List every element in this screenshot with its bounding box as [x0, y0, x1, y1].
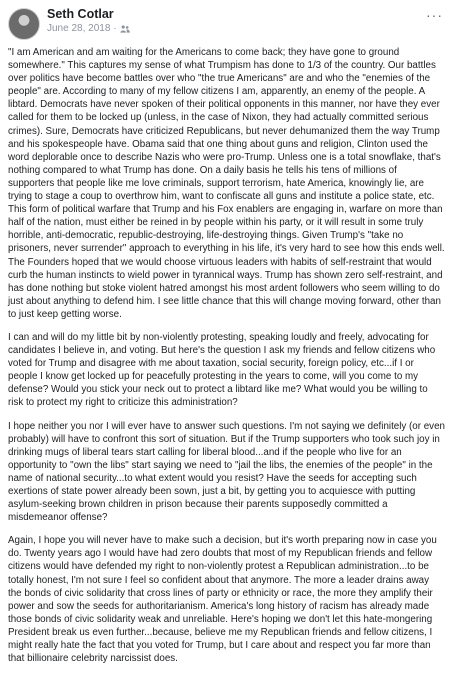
post-subline [47, 22, 445, 35]
post-paragraph-3: I hope neither you nor I will ever have to answer such questions. I'm not saying we definitely (or even probably) will have to confront this sort of situation. But if the Trump supporters who took such joy in drinking mugs of liberal tears start calling for liberal blood...and if the people who live for an opportunity to "own the libs" start saying we need to "jail the libs, the enemies of the people" in the name of national security...to what extent would you resist? Have the seeds for accepting such exertions of state power already been sown, just a bit, by getting you to acquiesce with putting asylum-seeking brown children in prison because their parents supposedly committed a misdemeanor offense? [8, 420, 445, 524]
author-name[interactable]: Seth Cotlar [47, 7, 114, 21]
post-header [8, 6, 445, 40]
post-meta [47, 6, 445, 35]
post-paragraph-4: Again, I hope you will never have to make such a decision, but it's worth preparing now in case you do. Twenty years ago I would have had zero doubts that most of my Republican friends and fellow citizens would have defended my right to non-violently protest a Republican administration...to be totally honest, I'm not sure I feel so confident about that anymore. The more a leader drains away the bonds of civic solidarity that cross lines of party or ethnicity or race, the more they amplify their power and sow the seeds for authoritarianism. America's long history of racism has already made those bonds of civic solidarity weak and unreliable. Here's hoping we don't let this hate-mongering President break us even further...because, believe me my Republican friends and fellow citizens, I might really hate the fact that you voted for Trump, but I care about and respect you far more than that billionaire celebrity narcissist does. [8, 535, 437, 665]
post-body [8, 46, 445, 665]
separator-dot: · [113, 23, 117, 34]
more-options-icon[interactable]: ··· [426, 7, 443, 23]
avatar[interactable] [8, 8, 40, 40]
post-date[interactable]: June 28, 2018 [47, 23, 111, 34]
post-paragraph-2: I can and will do my little bit by non-violently protesting, speaking loudly and freely, advocating for candidates I believe in, and voting. But here's the question I ask my friends and fellow citizens who voted for Trump and disagree with me about taxation, social security, foreign policy, etc...if I or people I know get locked up for peacefully protesting in the years to come, will you come to my defense? Would you stick your neck out to protect a libtard like me? What would you be willing to risk to protect my right to criticize this administration? [8, 331, 436, 409]
post-paragraph-1: "I am American and am waiting for the Americans to come back; they have gone to ground somewhere." This captures my sense of what Trumpism has done to 1/3 of the country. Our battles over politics have become battles over who "the true Americans" are and who the "enemies of the people" are. According to many of my fellow citizens I am, apparently, an enemy of the people. A libtard. Democrats have never spoken of their political opponents in this manner, nor have they ever called for them to be locked up (unless, in the case of Nixon, they had actually committed serious crimes). Sure, Democrats have criticized Republicans, but never dehumanized them the way Trump and his spokespeople have. Obama said that one thing about guns and religion, Clinton used the word deplorable once to describe Nazis who were pro-Trump. Unless one is a total snowflake, that's nothing compared to what Trump has done. On a daily basis he tells his tens of millions of supporters that people like me love criminals, support terrorism, hate America, knowingly lie, are trying to stage a coup to overthrow him, want to confiscate all guns and institute a police state, etc. This form of political warfare that Trump and his Fox enablers are engaging in, warfare on more than half of the nation, must either be reined in by people within his party, or it will result in some truly horrible, anti-democratic, republic-destroying, life-destroying things. Given Trump's "take no prisoners, never surrender" approach to everything in his life, it's very hard to see how this ends well. The Founders hoped that we would choose virtuous leaders with habits of self-restraint that would curb the human instincts to wield power in tyrannical ways. Trump has shown zero self-restraint, and has done nothing but stoke violent hatred amongst his most ardent followers who seem willing to do just about anything to defend him. I see little chance that this will change moving forward, other than to just keep getting worse. [8, 47, 445, 320]
friends-icon[interactable] [120, 25, 130, 33]
